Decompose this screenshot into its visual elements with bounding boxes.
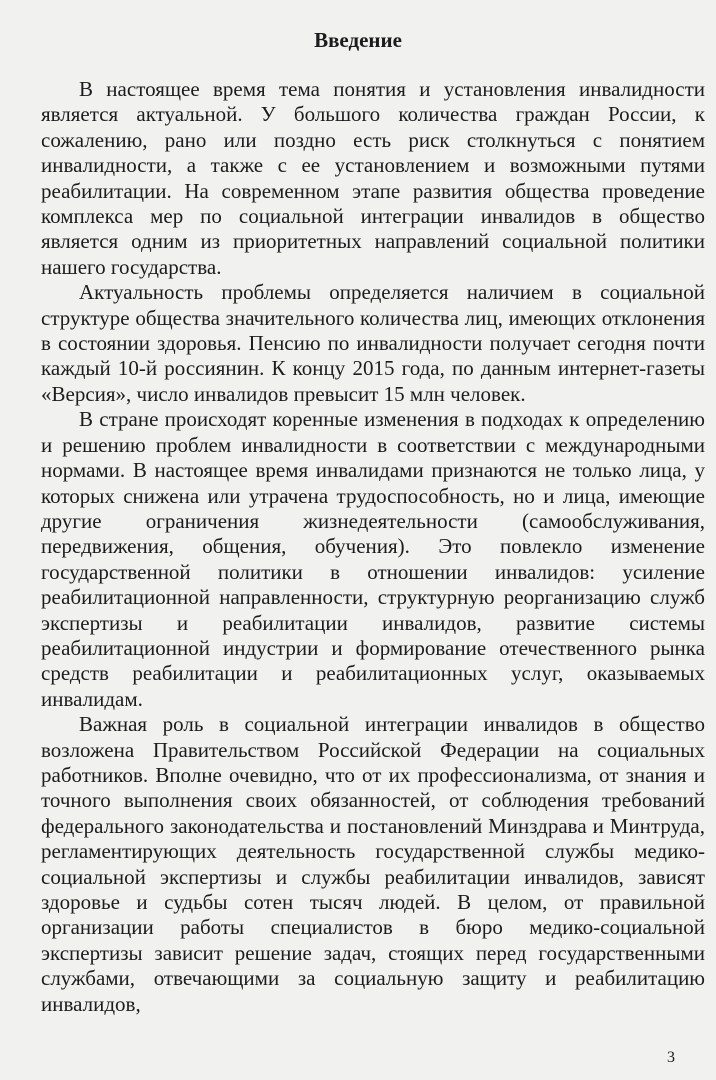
paragraph: Важная роль в социальной интеграции инвалидов в общество возложена Правительством Российской Федерации на социальных работников. Вполне очевидно, что от их профессионализма, от знания и точного выполнения своих обязанностей, от соблюдения требований федерального законодательства и постановлений Минздрава и Минтруда, регламентирующих деятельность государственной службы медико-социальной экспертизы и службы реабилитации инвалидов, зависят здоровье и судьбы сотен тысяч людей. В целом, от правильной организации работы специалистов в бюро медико-социальной экспертизы зависит решение задач, стоящих перед государственными службами, отвечающими за социальную защиту и реабилитацию инвалидов,: [41, 712, 705, 1016]
paragraph: В стране происходят коренные изменения в подходах к определению и решению проблем инвалидности в соответствии с международными нормами. В настоящее время инвалидами признаются не только лица, у которых снижена или утрачена трудоспособность, но и лица, имеющие другие ограничения жизнедеятельности (самообслуживания, передвижения, общения, обучения). Это повлекло изменение государственной политики в отношении инвалидов: усиление реабилитационной направленности, структурную реорганизацию служб экспертизы и реабилитации инвалидов, развитие системы реабилитационной индустрии и формирование отечественного рынка средств реабилитации и реабилитационных услуг, оказываемых инвалидам.: [41, 407, 705, 711]
body-text: [41, 77, 705, 1017]
page-title: Введение: [314, 28, 402, 52]
page-number: 3: [667, 1049, 675, 1066]
paragraph: В настоящее время тема понятия и установления инвалидности является актуальной. У большого количества граждан России, к сожалению, рано или поздно есть риск столкнуться с понятием инвалидности, а также с ее установлением и возможными путями реабилитации. На современном этапе развития общества проведение комплекса мер по социальной интеграции инвалидов в общество является одним из приоритетных направлений социальной политики нашего государства.: [41, 77, 705, 279]
paragraph: Актуальность проблемы определяется наличием в социальной структуре общества значительного количества лиц, имеющих отклонения в состоянии здоровья. Пенсию по инвалидности получает сегодня почти каждый 10-й россиянин. К концу 2015 года, по данным интернет-газеты «Версия», число инвалидов превысит 15 млн человек.: [41, 280, 705, 406]
